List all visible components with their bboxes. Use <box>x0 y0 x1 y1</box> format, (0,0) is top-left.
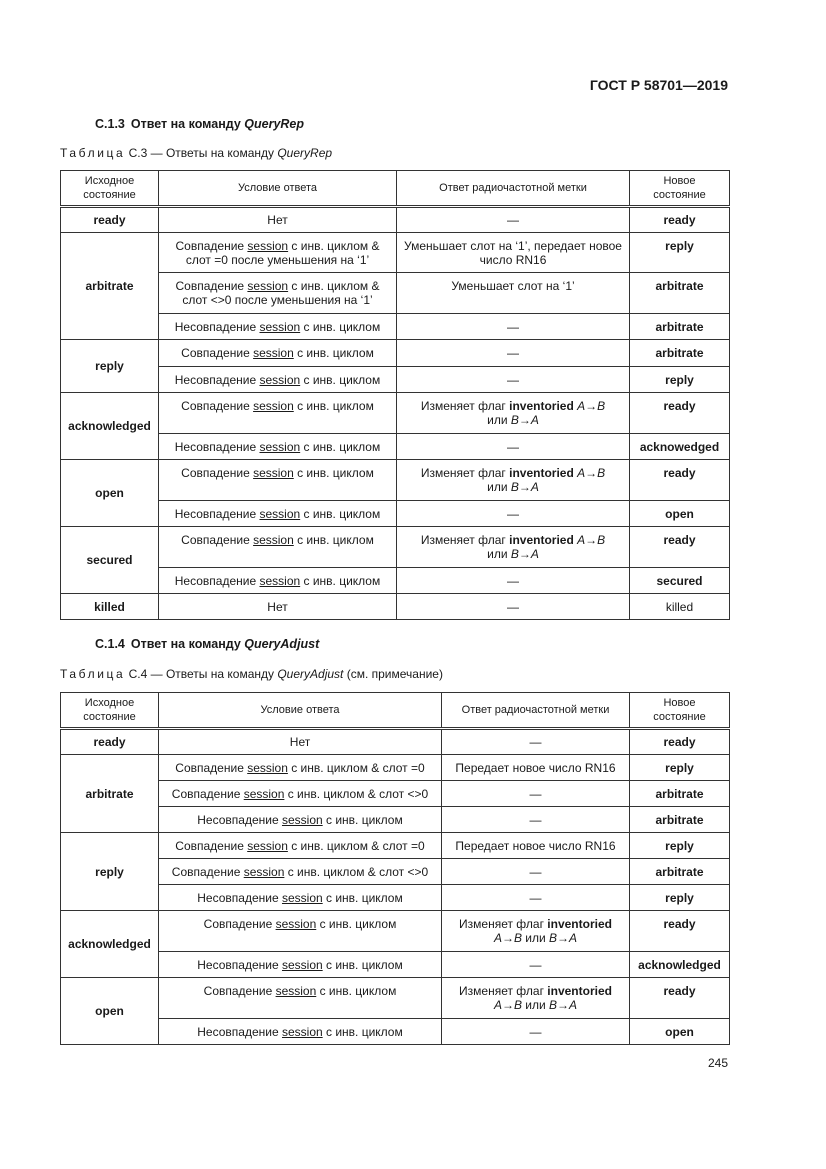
condition-cell: Несовпадение session с инв. циклом <box>159 367 397 393</box>
new-state-cell: arbitrate <box>630 273 730 314</box>
header-condition: Условие ответа <box>159 171 397 207</box>
table-row <box>61 340 730 367</box>
header-initial-state: Исходное состояние <box>61 693 159 729</box>
caption-word: Таблица <box>60 667 126 681</box>
state-cell: acknowledged <box>61 911 159 978</box>
new-state-cell: arbitrate <box>630 781 730 807</box>
table-row <box>61 833 730 859</box>
header-condition: Условие ответа <box>159 693 442 729</box>
section-title: Ответ на команду <box>130 637 245 651</box>
new-state-cell: ready <box>630 207 730 233</box>
header-new-state: Новое состояние <box>630 171 730 207</box>
response-cell: — <box>442 859 630 885</box>
page-number: 245 <box>707 1056 728 1070</box>
condition-cell: Нет <box>159 594 397 620</box>
response-cell: — <box>397 501 630 527</box>
response-cell: Передает новое число RN16 <box>442 833 630 859</box>
caption-command: QueryRep <box>277 146 333 160</box>
response-cell: — <box>442 781 630 807</box>
header-tag-response: Ответ радиочастотной метки <box>442 693 630 729</box>
state-cell: reply <box>61 340 159 393</box>
response-cell: — <box>397 340 630 367</box>
table-row <box>61 233 730 273</box>
section-number: С.1.4 <box>95 637 125 651</box>
condition-cell: Совпадение session с инв. циклом <box>159 393 397 434</box>
table-caption-c3 <box>60 146 332 160</box>
table-row <box>61 367 730 393</box>
condition-cell: Несовпадение session с инв. циклом <box>159 501 397 527</box>
table-row <box>61 807 730 833</box>
condition-cell: Совпадение session с инв. циклом <box>159 340 397 367</box>
section-heading-c13 <box>95 117 304 131</box>
state-cell: reply <box>61 833 159 911</box>
new-state-cell: secured <box>630 568 730 594</box>
new-state-cell: ready <box>630 393 730 434</box>
state-cell: arbitrate <box>61 233 159 340</box>
response-cell: Изменяет флаг inventoried A→B или B→A <box>442 978 630 1019</box>
new-state-cell: reply <box>630 233 730 273</box>
section-command: QueryAdjust <box>244 637 320 651</box>
state-cell: arbitrate <box>61 755 159 833</box>
new-state-cell: killed <box>630 594 730 620</box>
response-cell: Изменяет флаг inventoried A→B или B→A <box>397 527 630 568</box>
table-row <box>61 859 730 885</box>
new-state-cell: ready <box>630 978 730 1019</box>
new-state-cell: reply <box>630 885 730 911</box>
state-cell: open <box>61 978 159 1045</box>
condition-cell: Несовпадение session с инв. циклом <box>159 1019 442 1045</box>
condition-cell: Совпадение session с инв. циклом <box>159 978 442 1019</box>
response-cell: — <box>442 885 630 911</box>
condition-cell: Совпадение session с инв. циклом & слот =0 <box>159 833 442 859</box>
new-state-cell: reply <box>630 755 730 781</box>
response-cell: — <box>397 568 630 594</box>
section-command: QueryRep <box>244 117 305 131</box>
table-row <box>61 911 730 952</box>
condition-cell: Совпадение session с инв. циклом & слот <>0 <box>159 859 442 885</box>
condition-cell: Нет <box>159 207 397 233</box>
condition-cell: Совпадение session с инв. циклом <box>159 527 397 568</box>
table-row <box>61 1019 730 1045</box>
condition-cell: Несовпадение session с инв. циклом <box>159 807 442 833</box>
new-state-cell: open <box>630 1019 730 1045</box>
condition-cell: Совпадение session с инв. циклом <box>159 911 442 952</box>
section-heading-c14 <box>95 637 319 651</box>
state-cell: open <box>61 460 159 527</box>
condition-cell: Совпадение session с инв. циклом & слот =0 после уменьшения на ‘1’ <box>159 233 397 273</box>
state-cell: killed <box>61 594 159 620</box>
condition-cell: Несовпадение session с инв. циклом <box>159 952 442 978</box>
table-row <box>61 207 730 233</box>
response-cell: Уменьшает слот на ‘1’, передает новое число RN16 <box>397 233 630 273</box>
new-state-cell: reply <box>630 833 730 859</box>
new-state-cell: arbitrate <box>630 314 730 340</box>
table-c3 <box>60 170 730 620</box>
new-state-cell: ready <box>630 729 730 755</box>
new-state-cell: arbitrate <box>630 340 730 367</box>
section-title: Ответ на команду <box>130 117 245 131</box>
response-cell: — <box>442 729 630 755</box>
response-cell: Изменяет флаг inventoried A→B или B→A <box>442 911 630 952</box>
new-state-cell: ready <box>630 460 730 501</box>
table-row <box>61 978 730 1019</box>
table-row <box>61 952 730 978</box>
response-cell: Уменьшает слот на ‘1’ <box>397 273 630 314</box>
condition-cell: Несовпадение session с инв. циклом <box>159 568 397 594</box>
table-row <box>61 568 730 594</box>
new-state-cell: arbitrate <box>630 859 730 885</box>
caption-tail: (см. примечание) <box>343 667 443 681</box>
new-state-cell: arbitrate <box>630 807 730 833</box>
table-row <box>61 501 730 527</box>
table-row <box>61 314 730 340</box>
new-state-cell: reply <box>630 367 730 393</box>
response-cell: Изменяет флаг inventoried A→B или B→A <box>397 393 630 434</box>
table-row <box>61 527 730 568</box>
response-cell: — <box>397 367 630 393</box>
condition-cell: Несовпадение session с инв. циклом <box>159 434 397 460</box>
state-cell: ready <box>61 207 159 233</box>
table-row <box>61 460 730 501</box>
header-new-state: Новое состояние <box>630 693 730 729</box>
caption-number: С.4 — Ответы на команду <box>128 667 278 681</box>
table-row <box>61 781 730 807</box>
caption-command: QueryAdjust <box>277 667 344 681</box>
state-cell: ready <box>61 729 159 755</box>
response-cell: — <box>397 594 630 620</box>
header-initial-state: Исходное состояние <box>61 171 159 207</box>
new-state-cell: acknowledged <box>630 952 730 978</box>
new-state-cell: ready <box>630 527 730 568</box>
condition-cell: Несовпадение session с инв. циклом <box>159 885 442 911</box>
table-row <box>61 729 730 755</box>
response-cell: — <box>397 314 630 340</box>
condition-cell: Совпадение session с инв. циклом <box>159 460 397 501</box>
table-c4 <box>60 692 730 1045</box>
table-row <box>61 885 730 911</box>
table-row <box>61 393 730 434</box>
new-state-cell: open <box>630 501 730 527</box>
condition-cell: Нет <box>159 729 442 755</box>
table-caption-c4 <box>60 667 443 681</box>
table-row <box>61 755 730 781</box>
new-state-cell: acknowedged <box>630 434 730 460</box>
condition-cell: Несовпадение session с инв. циклом <box>159 314 397 340</box>
response-cell: — <box>442 952 630 978</box>
new-state-cell: ready <box>630 911 730 952</box>
condition-cell: Совпадение session с инв. циклом & слот <>0 <box>159 781 442 807</box>
table-row <box>61 273 730 314</box>
table-row <box>61 594 730 620</box>
response-cell: — <box>397 434 630 460</box>
response-cell: Передает новое число RN16 <box>442 755 630 781</box>
state-cell: secured <box>61 527 159 594</box>
response-cell: Изменяет флаг inventoried A→B или B→A <box>397 460 630 501</box>
response-cell: — <box>397 207 630 233</box>
caption-word: Таблица <box>60 146 126 160</box>
caption-number: С.3 — Ответы на команду <box>128 146 278 160</box>
section-number: С.1.3 <box>95 117 125 131</box>
response-cell: — <box>442 807 630 833</box>
response-cell: — <box>442 1019 630 1045</box>
header-tag-response: Ответ радиочастотной метки <box>397 171 630 207</box>
state-cell: acknowledged <box>61 393 159 460</box>
document-standard-header: ГОСТ Р 58701—2019 <box>589 77 728 93</box>
condition-cell: Совпадение session с инв. циклом & слот =0 <box>159 755 442 781</box>
condition-cell: Совпадение session с инв. циклом & слот <>0 после уменьшения на ‘1’ <box>159 273 397 314</box>
table-row <box>61 434 730 460</box>
